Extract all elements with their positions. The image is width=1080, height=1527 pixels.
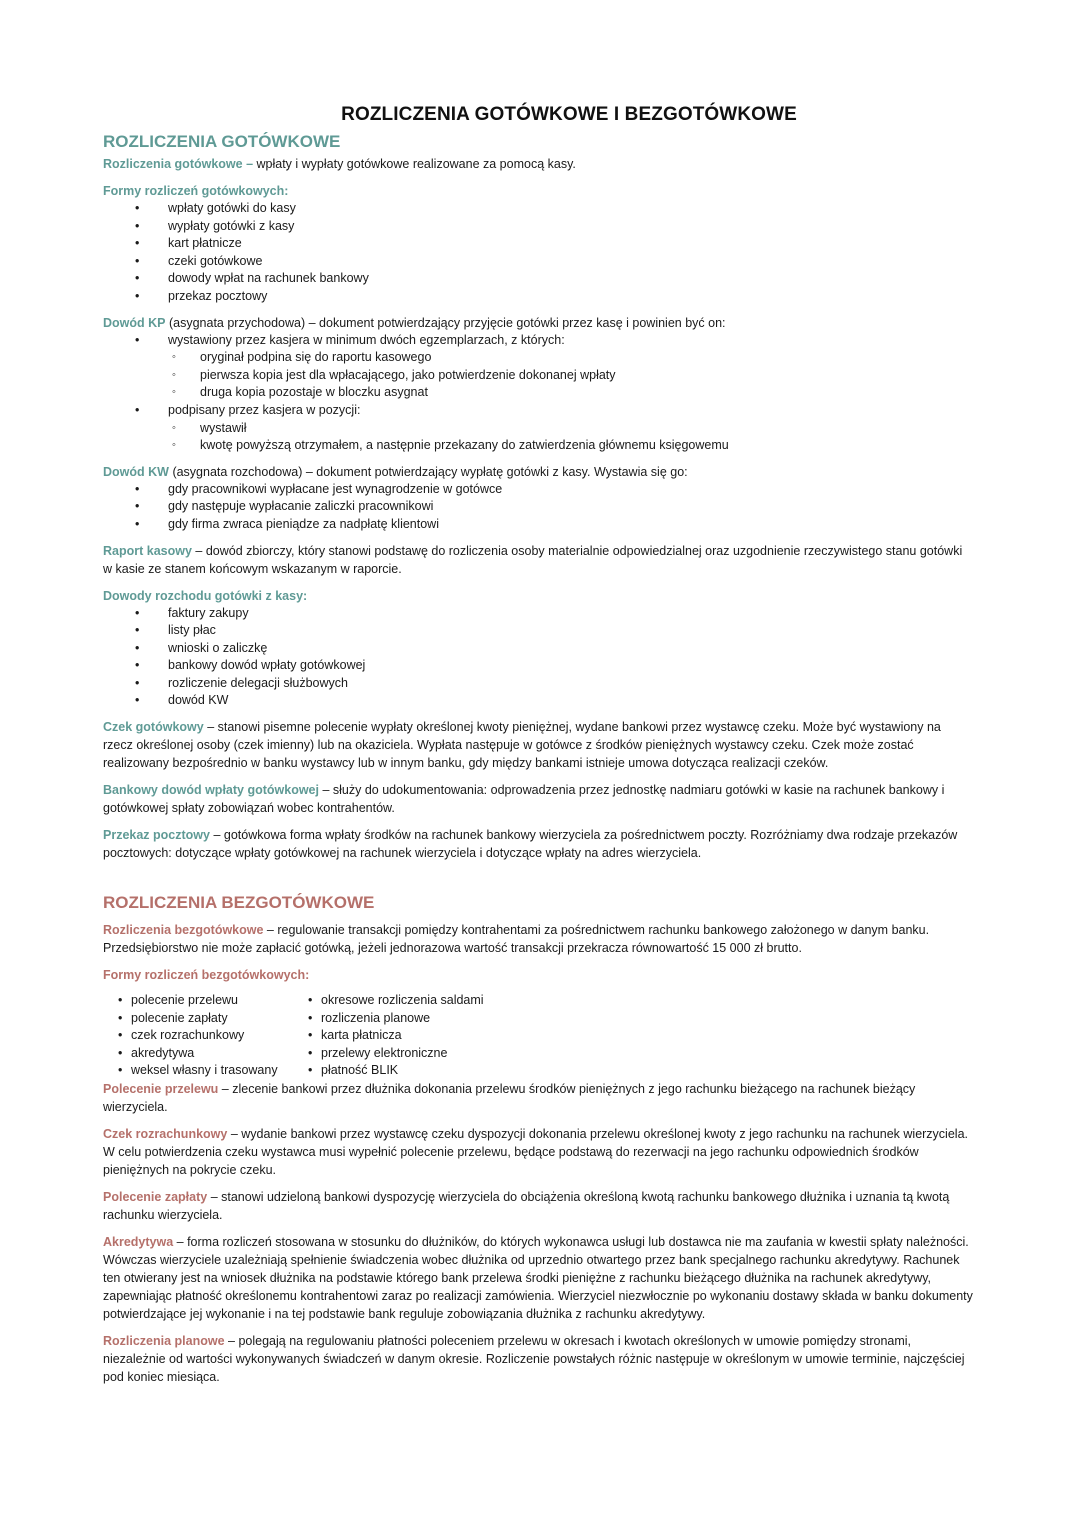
list-item: • karta płatnicza [293, 1027, 553, 1045]
przelew-definition [103, 1080, 973, 1116]
list-item: • polecenie zapłaty [103, 1010, 293, 1028]
list-item: • wnioski o zaliczkę [103, 640, 973, 658]
noncash-forms-columns [103, 992, 973, 1080]
list-item [103, 332, 973, 402]
zaplata-text: – stanowi udzieloną bankowi dyspozycję wierzyciela do obciążenia określoną kwotą rachunku bankowego dłużnika i uznania tą kwotą rachunku wierzyciela. [103, 1190, 950, 1223]
czek-rozrachunkowy-definition [103, 1125, 973, 1179]
przelew-term: Polecenie przelewu [103, 1082, 219, 1097]
czek-rozrachunkowy-term: Czek rozrachunkowy [103, 1127, 228, 1142]
sub-list-item: ◦ kwotę powyższą otrzymałem, a następnie przekazany do zatwierdzenia głównemu księgowemu [168, 437, 973, 455]
list-item: • dowody wpłat na rachunek bankowy [103, 270, 973, 288]
czek-gotowkowy-text: – stanowi pisemne polecenie wypłaty określonej kwoty pieniężnej, wydane bankowi przez wystawcę czeku. Może być wystawiony na rzecz określonej osoby (czek imienny) lub na okaziciela. Wypłata następuje w gotówce z środków pieniężnych wystawcy czeku. Czek może zostać realizowany bezpośrednio w banku wystawcy lub w innym banku, gdy między bankami istnieje umowa dotycząca realizacji czeków. [103, 720, 941, 771]
sub-list-item: ◦ pierwsza kopia jest dla wpłacającego, jako potwierdzenie dokonanej wpłaty [168, 367, 973, 385]
list-item: • gdy pracownikowi wypłacane jest wynagrodzenie w gotówce [103, 481, 973, 499]
akredytywa-text: – forma rozliczeń stosowana w stosunku do dłużników, do których wykonawca usługi lub dostawca nie ma zaufania w kwestii spłaty należności. Wówczas wierzyciele uzależniają spełnienie świadczenia wobec dłużnika od uprzednio otwartego przez bank specjalnego rachunku akredytywy. Rachunek ten otwierany jest na wniosek dłużnika na podstawie którego bank przelewa środki pieniężne z rachunku bieżącego dłużnika na rachunek akredytywy, zapewniając płatność określonemu kontrahentowi zaraz po realizacji zamówienia. Wierzyciel niezwłocznie po wykonaniu dostawy składa w banku dokumenty potwierdzające jej wykonanie i na tej podstawie bank reguluje zobowiązania dłużnika z rachunku akredytywy. [103, 1235, 973, 1322]
page-title: ROZLICZENIA GOTÓWKOWE I BEZGOTÓWKOWE [341, 104, 797, 125]
list-item: • płatność BLIK [293, 1062, 553, 1080]
cash-definition-text: wpłaty i wypłaty gotówkowe realizowane za pomocą kasy. [253, 157, 576, 171]
list-item: • gdy firma zwraca pieniądze za nadpłatę klientowi [103, 516, 973, 534]
planowe-text: – polegają na regulowaniu płatności poleceniem przelewu w okresach i kwotach określonych w umowie pomiędzy stronami, niezależnie od wartości wykonywanych świadczeń w danym okresie. Rozliczenie powstałych różnic następuje w określonym w umowie terminie, najczęściej pod koniec miesiąca. [103, 1334, 965, 1385]
akredytywa-term: Akredytywa [103, 1235, 174, 1250]
kw-list [103, 481, 973, 534]
noncash-forms-list-1 [103, 992, 293, 1080]
czek-gotowkowy-term: Czek gotówkowy [103, 720, 204, 735]
zaplata-definition [103, 1188, 973, 1224]
planowe-term: Rozliczenia planowe [103, 1334, 225, 1349]
forms-column-1 [103, 992, 293, 1080]
noncash-forms-heading: Formy rozliczeń bezgotówkowych: [103, 968, 310, 983]
list-item: • wpłaty gotówki do kasy [103, 200, 973, 218]
bankowy-dowod-definition [103, 781, 973, 817]
cash-forms-heading: Formy rozliczeń gotówkowych: [103, 184, 289, 198]
forms-column-2 [293, 992, 553, 1080]
kp-item2-text: podpisany przez kasjera w pozycji: [168, 402, 361, 417]
document-page [103, 104, 973, 1395]
kp-item1-text: wystawiony przez kasjera w minimum dwóch egzemplarzach, z których: [168, 332, 565, 347]
list-item: • polecenie przelewu [103, 992, 293, 1010]
raport-definition [103, 542, 973, 578]
list-item: • akredytywa [103, 1045, 293, 1063]
list-item: • przekaz pocztowy [103, 288, 973, 306]
list-item: • rozliczenia planowe [293, 1010, 553, 1028]
noncash-definition-term: Rozliczenia bezgotówkowe [103, 923, 264, 938]
noncash-definition [103, 921, 973, 957]
list-item: • listy płac [103, 622, 973, 640]
list-item: • dowód KW [103, 692, 973, 710]
cash-section-heading: ROZLICZENIA GOTÓWKOWE [103, 132, 341, 151]
list-item [103, 402, 973, 455]
cash-definition-term: Rozliczenia gotówkowe – [103, 157, 254, 171]
kp-list [103, 332, 973, 455]
sub-list-item: ◦ wystawił [168, 420, 973, 438]
noncash-forms-list-2 [293, 992, 553, 1080]
list-item: • faktury zakupy [103, 605, 973, 623]
kp-text: (asygnata przychodowa) – dokument potwierdzający przyjęcie gotówki przez kasę i powinien być on: [165, 315, 726, 330]
kp-sublist-1 [168, 349, 973, 402]
cash-forms-list [103, 200, 973, 306]
raport-text: – dowód zbiorczy, który stanowi podstawę do rozliczenia osoby materialnie odpowiedzialnej oraz uzgodnienie rzeczywistego stanu gotówki w kasie ze stanem końcowym wskazanym w raporcie. [103, 543, 963, 576]
planowe-definition [103, 1332, 973, 1386]
kw-term: Dowód KW [103, 464, 169, 479]
kw-definition [103, 463, 973, 481]
akredytywa-definition [103, 1233, 973, 1323]
przekaz-text: – gotówkowa forma wpłaty środków na rachunek bankowy wierzyciela za pośrednictwem poczty. Rozróżniamy dwa rodzaje przekazów pocztowych: dotyczące wpłaty gotówkowej na rachunek wierzyciela i dotyczące wpłaty na adres wierzyciela. [103, 828, 958, 861]
list-item: • wypłaty gotówki z kasy [103, 218, 973, 236]
list-item: • weksel własny i trasowany [103, 1062, 293, 1080]
czek-gotowkowy-definition [103, 718, 973, 772]
cash-definition [103, 155, 973, 173]
kp-term: Dowód KP [103, 315, 166, 330]
zaplata-term: Polecenie zapłaty [103, 1190, 208, 1205]
list-item: • czek rozrachunkowy [103, 1027, 293, 1045]
rozchod-heading: Dowody rozchodu gotówki z kasy: [103, 588, 308, 603]
kp-definition [103, 314, 973, 332]
list-item: • przelewy elektroniczne [293, 1045, 553, 1063]
bankowy-dowod-text: – służy do udokumentowania: odprowadzenia przez jednostkę nadmiaru gotówki w kasie na rachunek bankowy i gotówkowej spłaty zobowiązań wobec kontrahentów. [103, 783, 945, 816]
list-item: • okresowe rozliczenia saldami [293, 992, 553, 1010]
czek-rozrachunkowy-text: – wydanie bankowi przez wystawcę czeku dyspozycji dokonania przelewu określonej kwoty z jego rachunku na rachunek wierzyciela. W celu potwierdzenia czeku wystawca musi wypełnić polecenie przelewu, będące podstawą do rezerwacji na jego rachunku odpowiednich środków pieniężnych na pokrycie czeku. [103, 1127, 968, 1178]
raport-term: Raport kasowy [103, 543, 192, 558]
przekaz-term: Przekaz pocztowy [103, 828, 210, 843]
list-item: • bankowy dowód wpłaty gotówkowej [103, 657, 973, 675]
list-item: • rozliczenie delegacji służbowych [103, 675, 973, 693]
list-item: • kart płatnicze [103, 235, 973, 253]
noncash-section-heading: ROZLICZENIA BEZGOTÓWKOWE [103, 893, 375, 913]
sub-list-item: ◦ druga kopia pozostaje w bloczku asygnat [168, 384, 973, 402]
sub-list-item: ◦ oryginał podpina się do raportu kasowego [168, 349, 973, 367]
kw-text: (asygnata rozchodowa) – dokument potwierdzający wypłatę gotówki z kasy. Wystawia się go: [168, 464, 688, 479]
rozchod-list [103, 605, 973, 711]
bankowy-dowod-term: Bankowy dowód wpłaty gotówkowej [103, 783, 319, 798]
list-item: • gdy następuje wypłacanie zaliczki pracownikowi [103, 498, 973, 516]
kp-sublist-2 [168, 420, 973, 455]
przelew-text: – zlecenie bankowi przez dłużnika dokonania przelewu środków pieniężnych z jego rachunku bieżącego na rachunek bieżący wierzyciela. [103, 1082, 916, 1115]
noncash-definition-text: – regulowanie transakcji pomiędzy kontrahentami za pośrednictwem rachunku bankowego założonego w danym banku. Przedsiębiorstwo nie może zapłacić gotówką, jeżeli jednorazowa wartość transakcji przekracza równowartość 15 000 zł brutto. [103, 923, 930, 956]
list-item: • czeki gotówkowe [103, 253, 973, 271]
przekaz-definition [103, 826, 973, 862]
